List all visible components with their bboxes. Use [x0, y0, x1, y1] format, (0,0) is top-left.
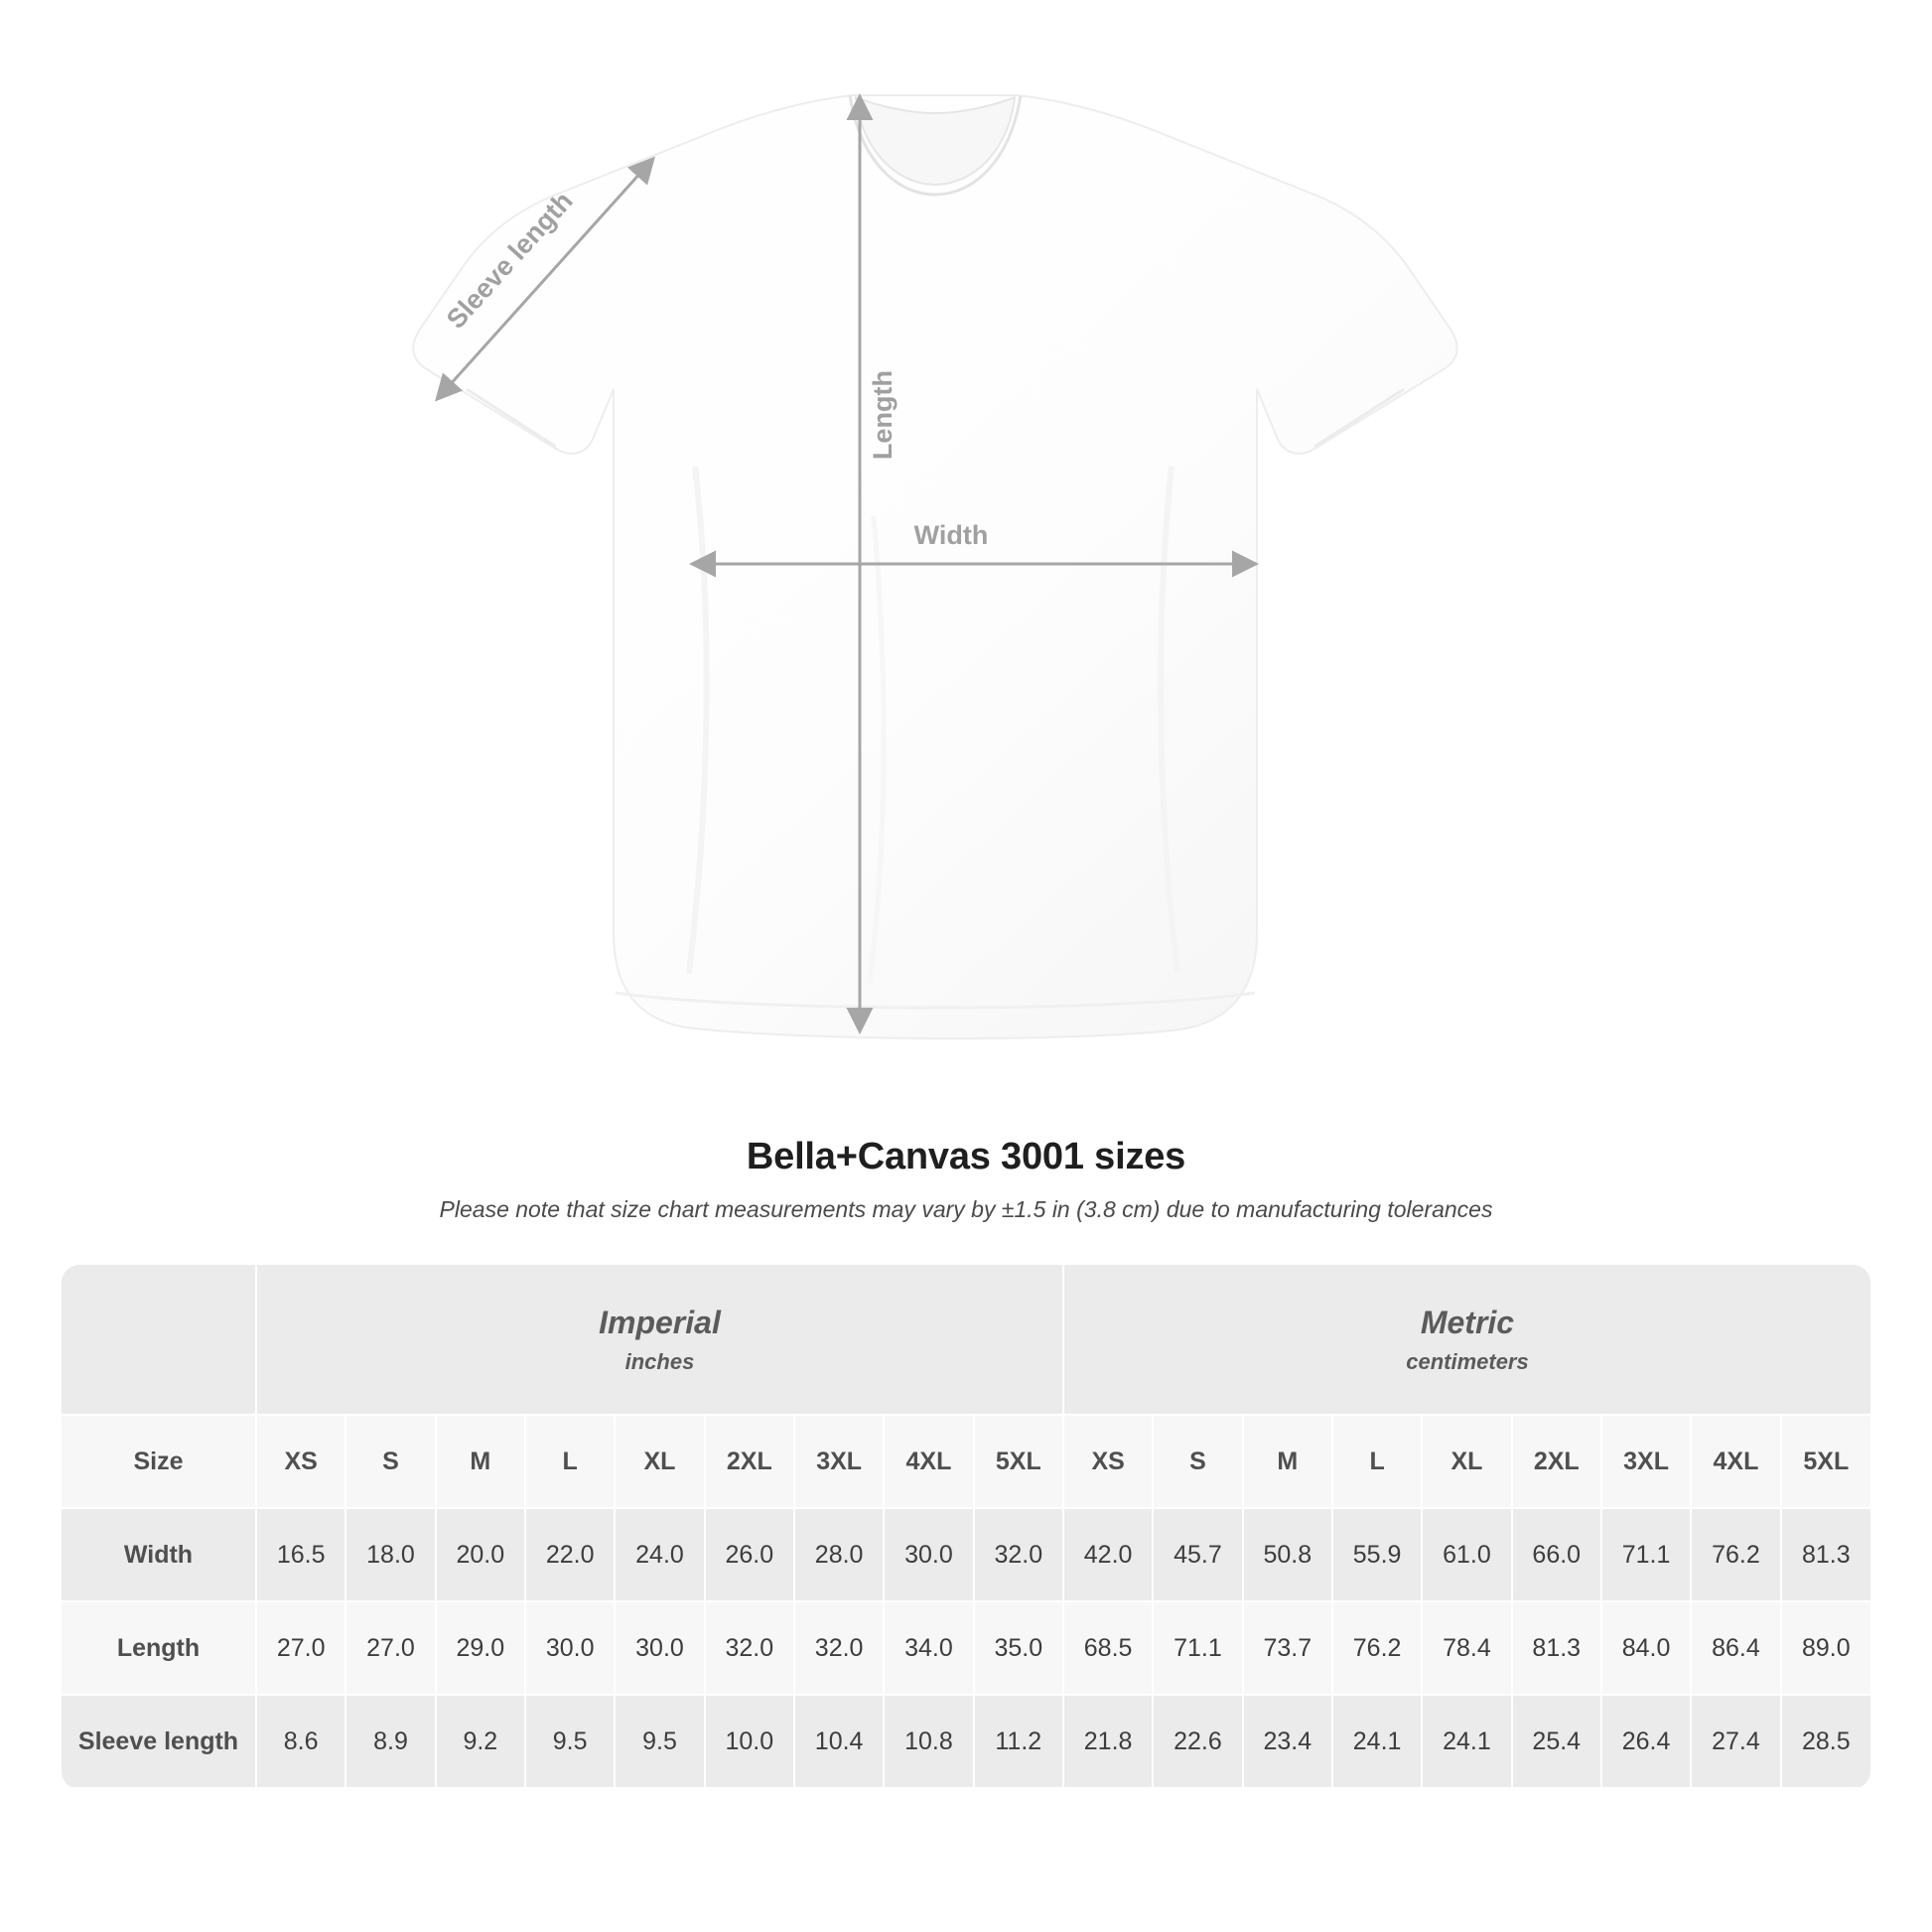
cell-sleeve-length: 9.5 — [525, 1695, 615, 1788]
cell-length: 78.4 — [1422, 1601, 1511, 1695]
cell-sleeve-length: 10.0 — [705, 1695, 794, 1788]
tolerance-note: Please note that size chart measurements may vary by ±1.5 in (3.8 cm) due to manufacturing tolerances — [439, 1196, 1493, 1222]
col-header-size: 4XL — [1691, 1415, 1780, 1508]
cell-length: 34.0 — [884, 1601, 973, 1695]
cell-width: 76.2 — [1691, 1508, 1780, 1601]
col-header-size: XS — [256, 1415, 345, 1508]
cell-length: 68.5 — [1063, 1601, 1153, 1695]
cell-sleeve-length: 11.2 — [974, 1695, 1063, 1788]
table-row — [62, 1601, 1870, 1695]
unit-header-row — [62, 1265, 1870, 1415]
unit-header-imperial-name: Imperial — [599, 1304, 721, 1340]
cell-sleeve-length: 24.1 — [1422, 1695, 1511, 1788]
col-header-size: 2XL — [1512, 1415, 1601, 1508]
cell-width: 55.9 — [1332, 1508, 1422, 1601]
cell-length: 89.0 — [1781, 1601, 1870, 1695]
heading-block — [0, 1136, 1932, 1223]
unit-header-imperial — [256, 1265, 1063, 1415]
page-title: Bella+Canvas 3001 sizes — [746, 1136, 1186, 1177]
sleeve-length-label: Sleeve length — [440, 186, 579, 335]
row-header-sleeve-length: Sleeve length — [62, 1695, 256, 1788]
cell-width: 22.0 — [525, 1508, 615, 1601]
col-header-size: 3XL — [1601, 1415, 1691, 1508]
table-row — [62, 1695, 1870, 1788]
cell-sleeve-length: 21.8 — [1063, 1695, 1153, 1788]
cell-length: 76.2 — [1332, 1601, 1422, 1695]
cell-width: 32.0 — [974, 1508, 1063, 1601]
col-header-size: S — [345, 1415, 435, 1508]
length-label: Length — [868, 370, 897, 460]
cell-width: 20.0 — [436, 1508, 525, 1601]
col-header-size: 4XL — [884, 1415, 973, 1508]
cell-sleeve-length: 24.1 — [1332, 1695, 1422, 1788]
col-header-size: 2XL — [705, 1415, 794, 1508]
cell-sleeve-length: 9.2 — [436, 1695, 525, 1788]
cell-sleeve-length: 8.6 — [256, 1695, 345, 1788]
row-header-length: Length — [62, 1601, 256, 1695]
col-header-size: M — [436, 1415, 525, 1508]
cell-length: 73.7 — [1243, 1601, 1332, 1695]
col-header-size: 5XL — [1781, 1415, 1870, 1508]
row-header-size: Size — [62, 1415, 256, 1508]
cell-width: 26.0 — [705, 1508, 794, 1601]
cell-length: 86.4 — [1691, 1601, 1780, 1695]
cell-sleeve-length: 10.4 — [794, 1695, 884, 1788]
unit-header-imperial-sub: inches — [624, 1348, 695, 1374]
cell-length: 32.0 — [794, 1601, 884, 1695]
cell-length: 32.0 — [705, 1601, 794, 1695]
unit-header-metric-sub: centimeters — [1406, 1348, 1529, 1374]
cell-width: 24.0 — [615, 1508, 704, 1601]
col-header-size: XL — [615, 1415, 704, 1508]
table-row — [62, 1508, 1870, 1601]
width-label: Width — [913, 520, 989, 550]
col-header-size: S — [1153, 1415, 1242, 1508]
cell-length: 27.0 — [345, 1601, 435, 1695]
cell-length: 30.0 — [615, 1601, 704, 1695]
unit-header-metric — [1063, 1265, 1870, 1415]
cell-width: 42.0 — [1063, 1508, 1153, 1601]
cell-sleeve-length: 10.8 — [884, 1695, 973, 1788]
size-header-row — [62, 1415, 1870, 1508]
size-table-wrapper — [62, 1265, 1870, 1789]
col-header-size: XS — [1063, 1415, 1153, 1508]
row-header-width: Width — [62, 1508, 256, 1601]
cell-sleeve-length: 27.4 — [1691, 1695, 1780, 1788]
col-header-size: M — [1243, 1415, 1332, 1508]
size-table — [62, 1265, 1870, 1789]
col-header-size: XL — [1422, 1415, 1511, 1508]
cell-width: 61.0 — [1422, 1508, 1511, 1601]
cell-width: 28.0 — [794, 1508, 884, 1601]
cell-sleeve-length: 22.6 — [1153, 1695, 1242, 1788]
cell-width: 66.0 — [1512, 1508, 1601, 1601]
cell-length: 29.0 — [436, 1601, 525, 1695]
cell-length: 81.3 — [1512, 1601, 1601, 1695]
cell-width: 30.0 — [884, 1508, 973, 1601]
col-header-size: L — [525, 1415, 615, 1508]
cell-length: 35.0 — [974, 1601, 1063, 1695]
col-header-size: 5XL — [974, 1415, 1063, 1508]
cell-sleeve-length: 25.4 — [1512, 1695, 1601, 1788]
cell-length: 84.0 — [1601, 1601, 1691, 1695]
tshirt-shape — [413, 95, 1456, 1038]
cell-sleeve-length: 26.4 — [1601, 1695, 1691, 1788]
cell-width: 81.3 — [1781, 1508, 1870, 1601]
cell-sleeve-length: 28.5 — [1781, 1695, 1870, 1788]
cell-width: 16.5 — [256, 1508, 345, 1601]
cell-length: 71.1 — [1153, 1601, 1242, 1695]
cell-sleeve-length: 23.4 — [1243, 1695, 1332, 1788]
cell-sleeve-length: 9.5 — [615, 1695, 704, 1788]
unit-header-metric-name: Metric — [1420, 1304, 1515, 1340]
cell-width: 45.7 — [1153, 1508, 1242, 1601]
col-header-size: L — [1332, 1415, 1422, 1508]
cell-width: 71.1 — [1601, 1508, 1691, 1601]
cell-width: 18.0 — [345, 1508, 435, 1601]
cell-length: 27.0 — [256, 1601, 345, 1695]
unit-header-spacer — [62, 1265, 256, 1415]
cell-length: 30.0 — [525, 1601, 615, 1695]
col-header-size: 3XL — [794, 1415, 884, 1508]
cell-width: 50.8 — [1243, 1508, 1332, 1601]
cell-sleeve-length: 8.9 — [345, 1695, 435, 1788]
